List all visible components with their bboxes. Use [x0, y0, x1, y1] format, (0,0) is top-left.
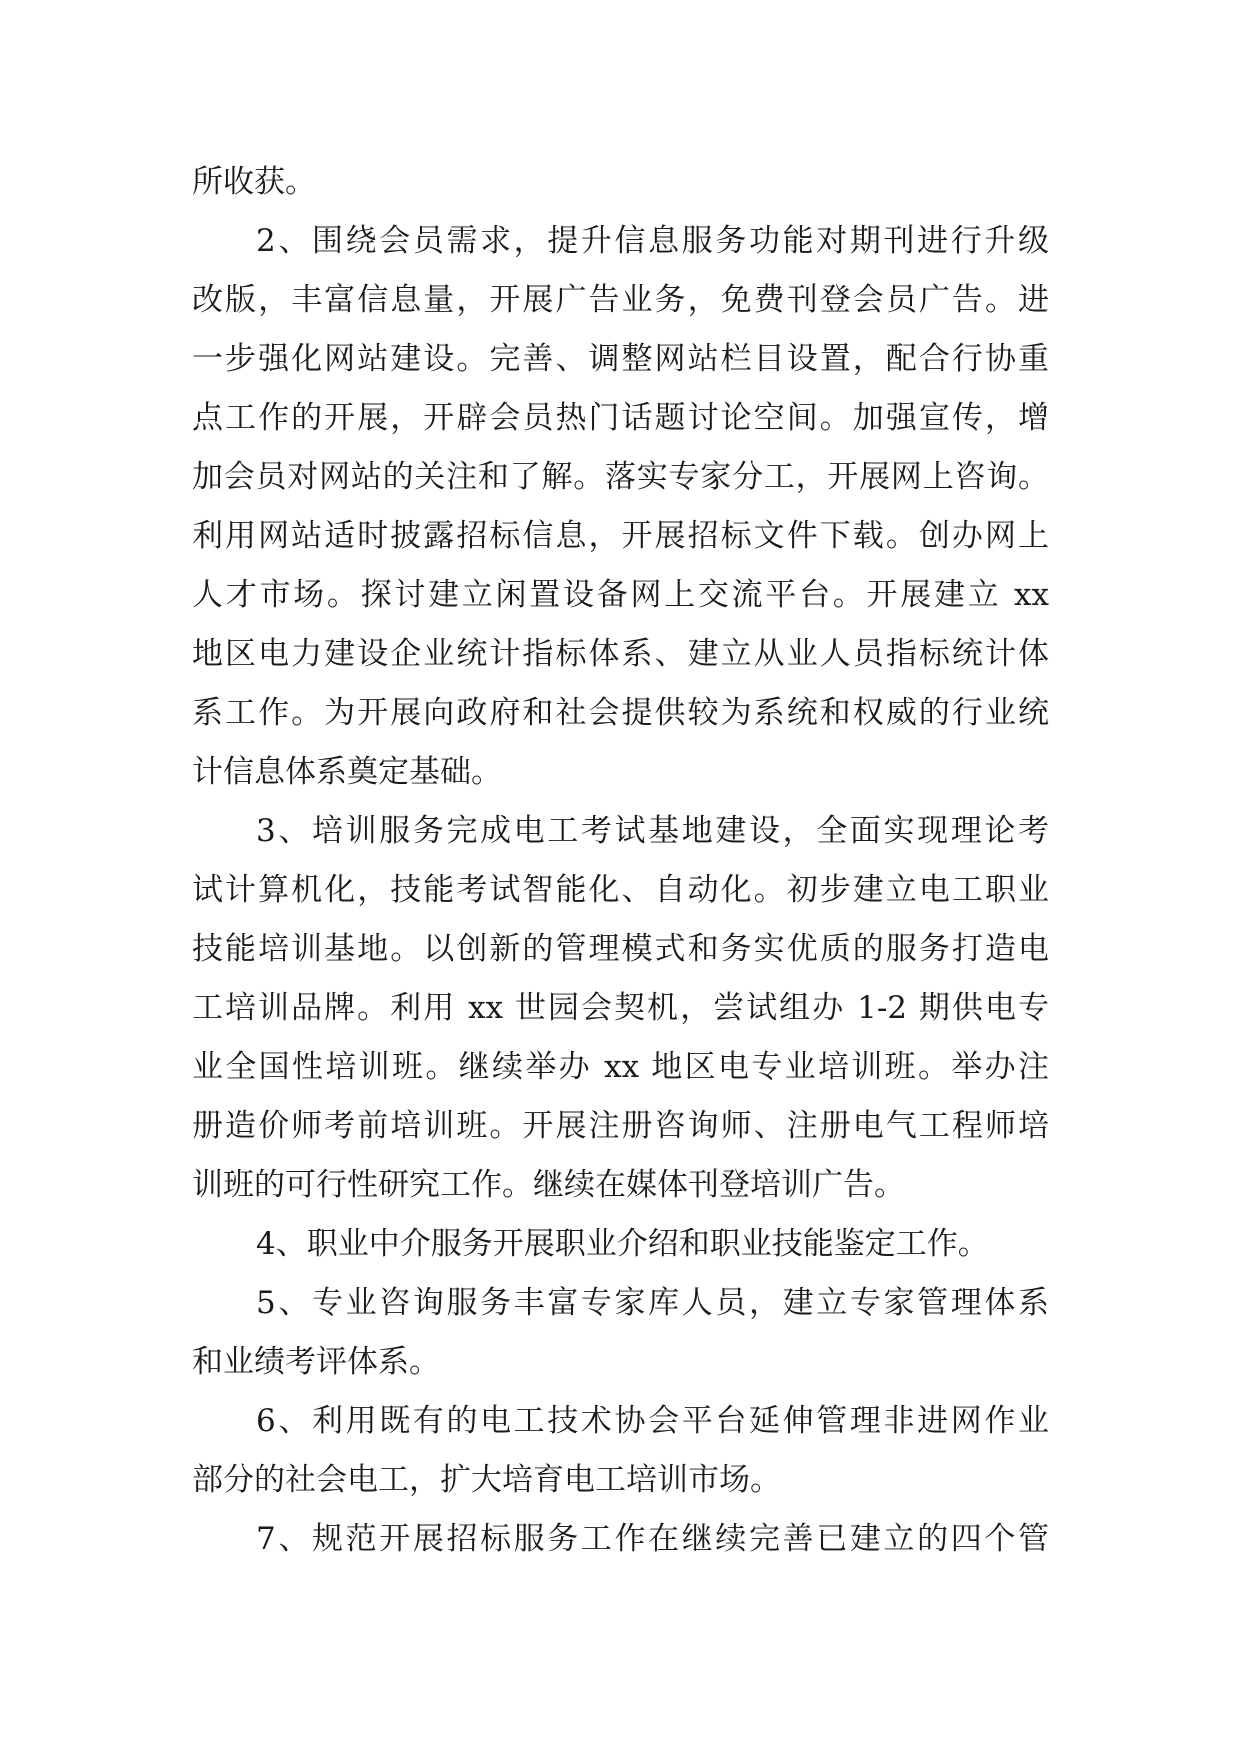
text-line: 工培训品牌。利用 xx 世园会契机，尝试组办 1-2 期供电专: [192, 990, 1049, 1026]
text-line: 业全国性培训班。继续举办 xx 地区电专业培训班。举办注: [192, 1049, 1049, 1085]
text-line: 计信息体系奠定基础。: [192, 754, 502, 790]
text-line: 4、职业中介服务开展职业介绍和职业技能鉴定工作。: [256, 1226, 989, 1262]
text-line: 改版，丰富信息量，开展广告业务，免费刊登会员广告。进: [192, 282, 1049, 318]
text-line: 训班的可行性研究工作。继续在媒体刊登培训广告。: [192, 1167, 905, 1203]
text-line: 试计算机化，技能考试智能化、自动化。初步建立电工职业: [192, 872, 1049, 908]
text-line: 6、利用既有的电工技术协会平台延伸管理非进网作业: [256, 1403, 1049, 1439]
text-line: 和业绩考评体系。: [192, 1344, 440, 1380]
text-line: 加会员对网站的关注和了解。落实专家分工，开展网上咨询。: [192, 459, 1049, 495]
text-line: 一步强化网站建设。完善、调整网站栏目设置，配合行协重: [192, 341, 1049, 377]
text-line: 人才市场。探讨建立闲置设备网上交流平台。开展建立 xx: [192, 577, 1049, 613]
text-line: 点工作的开展，开辟会员热门话题讨论空间。加强宣传，增: [192, 400, 1049, 436]
text-line: 3、培训服务完成电工考试基地建设，全面实现理论考: [256, 813, 1049, 849]
body-text: [192, 153, 1049, 1569]
text-line: 所收获。: [192, 164, 316, 200]
text-line: 5、专业咨询服务丰富专家库人员，建立专家管理体系: [256, 1285, 1049, 1321]
text-line: 部分的社会电工，扩大培育电工培训市场。: [192, 1462, 781, 1498]
text-line: 2、围绕会员需求，提升信息服务功能对期刊进行升级: [256, 223, 1049, 259]
text-line: 利用网站适时披露招标信息，开展招标文件下载。创办网上: [192, 518, 1049, 554]
text-line: 技能培训基地。以创新的管理模式和务实优质的服务打造电: [192, 931, 1049, 967]
text-line: 7、规范开展招标服务工作在继续完善已建立的四个管: [256, 1521, 1049, 1557]
text-line: 地区电力建设企业统计指标体系、建立从业人员指标统计体: [192, 636, 1049, 672]
text-line: 系工作。为开展向政府和社会提供较为系统和权威的行业统: [192, 695, 1049, 731]
text-line: 册造价师考前培训班。开展注册咨询师、注册电气工程师培: [192, 1108, 1049, 1144]
